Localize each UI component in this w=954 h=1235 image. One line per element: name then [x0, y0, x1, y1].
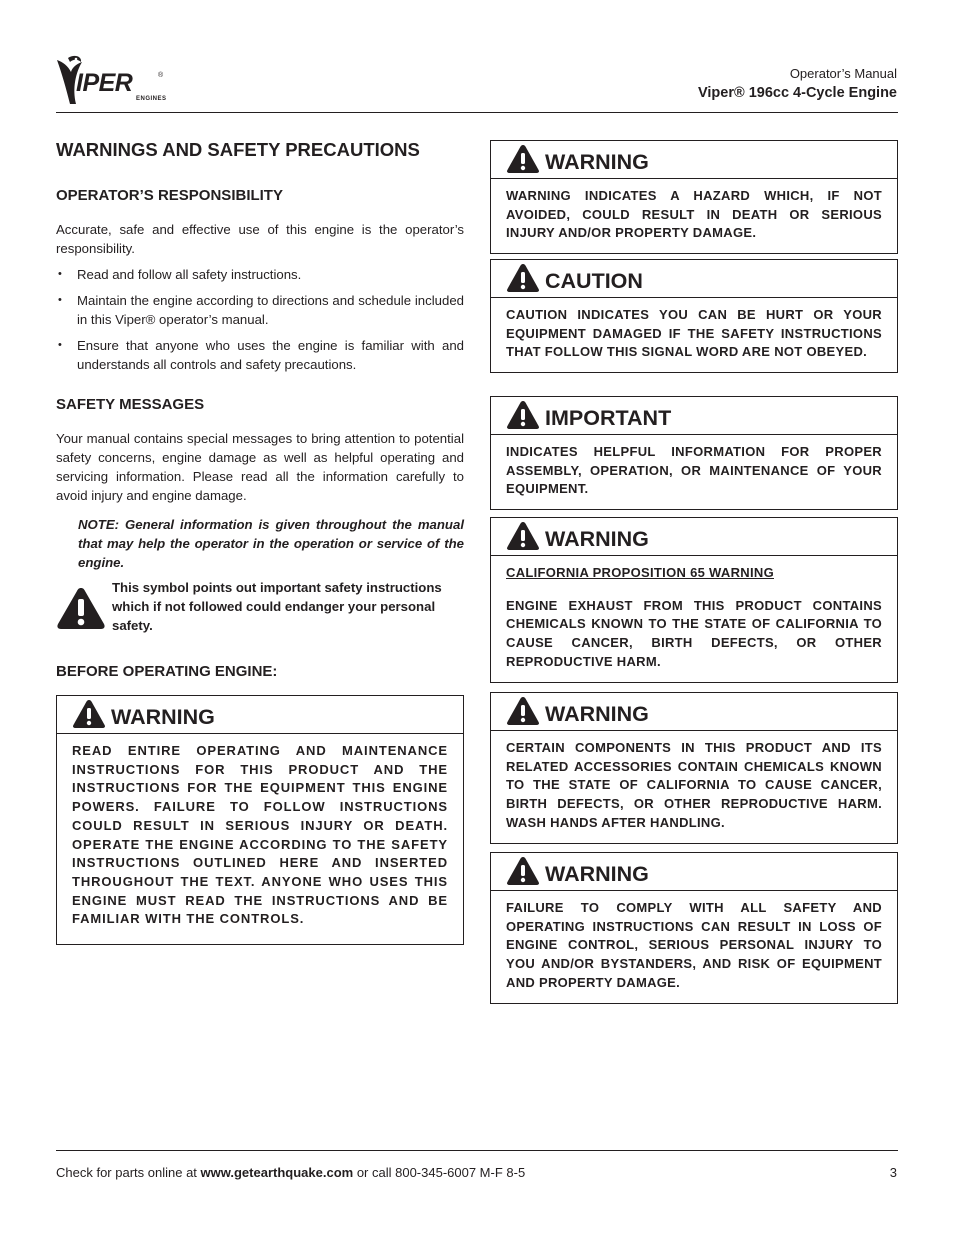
- note-text: NOTE: General information is given throughout the manual that may help the operator in the operation or service of the engine.: [78, 517, 464, 570]
- footer-text: [56, 1165, 525, 1180]
- box-title: WARNING: [545, 150, 649, 174]
- warning-box: [56, 695, 464, 945]
- box-body: [491, 179, 897, 253]
- symbol-explanation: This symbol points out important safety instructions which if not followed could endanger your personal safety.: [112, 580, 442, 633]
- safety-alert-icon: [56, 578, 112, 635]
- bullet-item: • Read and follow all safety instructions.: [56, 265, 464, 284]
- caution-icon: [506, 263, 540, 293]
- box-text: CERTAIN COMPONENTS IN THIS PRODUCT AND ITS RELATED ACCESSORIES CONTAIN CHEMICALS KNOWN TO THE STATE OF CALIFORNIA TO CAUSE CANCER, BIRTH DEFECTS, OR OTHER REPRODUCTIVE HARM. WASH HANDS AFTER HANDLING.: [506, 740, 882, 830]
- box-header: [57, 696, 463, 734]
- box-text: INDICATES HELPFUL INFORMATION FOR PROPER ASSEMBLY, OPERATION, OR MAINTENANCE OF YOUR EQUIPMENT.: [506, 444, 882, 497]
- bullet-item: • Ensure that anyone who uses the engine is familiar with and understands all controls and safety precautions.: [56, 336, 464, 374]
- box-body: [57, 734, 463, 944]
- left-column: [56, 139, 464, 945]
- box-text: READ ENTIRE OPERATING AND MAINTENANCE INSTRUCTIONS FOR THIS PRODUCT AND THE INSTRUCTIONS FOR THE EQUIPMENT THIS ENGINE POWERS. FAILURE TO FOLLOW INSTRUCTIONS COULD RESULT IN SERIOUS INJURY OR DEATH. OPERATE THE ENGINE ACCORDING TO THE SAFETY INSTRUCTIONS OUTLINED HERE AND INSERTED THROUGHOUT THE TEXT. ANYONE WHO USES THIS ENGINE MUST READ THE INSTRUCTIONS AND BE FAMILIAR WITH THE CONTROLS.: [72, 743, 448, 927]
- box-title: WARNING: [545, 702, 649, 726]
- box-title: WARNING: [545, 862, 649, 886]
- box-body: [491, 435, 897, 509]
- footer-divider: [56, 1150, 898, 1151]
- box-title: IMPORTANT: [545, 406, 672, 430]
- footer-suffix: or call 800-345-6007 M-F 8-5: [353, 1165, 526, 1180]
- box-text: FAILURE TO COMPLY WITH ALL SAFETY AND OPERATING INSTRUCTIONS CAN RESULT IN LOSS OF ENGINE CONTROL, SERIOUS PERSONAL INJURY TO YOU AND/OR BYSTANDERS, AND RISK OF EQUIPMENT AND PROPERTY DAMAGE.: [506, 900, 882, 990]
- safety-heading: SAFETY MESSAGES: [56, 396, 205, 413]
- box-header: [491, 397, 897, 435]
- warning-icon: [506, 144, 540, 174]
- logo-registered: ®: [158, 72, 164, 79]
- operator-intro: Accurate, safe and effective use of this engine is the operator’s responsibility.: [56, 222, 464, 256]
- components-warning-box: [490, 692, 898, 844]
- safety-text: Your manual contains special messages to bring attention to potential safety concerns, engine damage as well as helpful operating and servicing information. Please read all the information carefully to avoid injury and engine damage.: [56, 431, 464, 503]
- header-doc-type: Operator’s Manual: [789, 66, 897, 81]
- symbol-row: [56, 578, 464, 635]
- box-body: [491, 731, 897, 843]
- warning-icon: [506, 521, 540, 551]
- box-header: [491, 141, 897, 179]
- caution-definition-box: [490, 259, 898, 373]
- important-definition-box: [490, 396, 898, 510]
- footer-prefix: Check for parts online at: [56, 1165, 201, 1180]
- page-number: 3: [889, 1165, 897, 1180]
- logo-wordmark: IPER: [76, 69, 133, 97]
- box-header: [491, 853, 897, 891]
- box-title: WARNING: [111, 705, 215, 729]
- prop65-warning-box: [490, 517, 898, 683]
- before-heading: BEFORE OPERATING ENGINE:: [56, 663, 278, 680]
- box-header: [491, 260, 897, 298]
- warning-icon: [72, 699, 106, 729]
- box-text: ENGINE EXHAUST FROM THIS PRODUCT CONTAINS CHEMICALS KNOWN TO THE STATE OF CALIFORNIA TO CAUSE CANCER, BIRTH DEFECTS, OR OTHER REPRODUCTIVE HARM.: [506, 597, 882, 669]
- box-title: WARNING: [545, 527, 649, 551]
- warning-icon: [506, 856, 540, 886]
- footer-url-link[interactable]: www.getearthquake.com: [200, 1165, 354, 1180]
- viper-logo: [54, 54, 168, 106]
- box-subheading: CALIFORNIA PROPOSITION 65 WARNING: [506, 565, 774, 580]
- logo-subtitle: ENGINES: [136, 96, 167, 102]
- page-title: WARNINGS AND SAFETY PRECAUTIONS: [56, 139, 420, 160]
- warning-icon: [506, 696, 540, 726]
- operator-bullets: [56, 265, 464, 374]
- important-icon: [506, 400, 540, 430]
- operator-heading: OPERATOR’S RESPONSIBILITY: [56, 187, 283, 204]
- bullet-item: • Maintain the engine according to directions and schedule included in this Viper® operator’s manual.: [56, 291, 464, 329]
- compliance-warning-box: [490, 852, 898, 1004]
- header-product: Viper® 196cc 4-Cycle Engine: [697, 85, 897, 101]
- box-body: [491, 298, 897, 372]
- box-text: WARNING INDICATES A HAZARD WHICH, IF NOT AVOIDED, COULD RESULT IN DEATH OR SERIOUS INJURY AND/OR PROPERTY DAMAGE.: [506, 188, 882, 241]
- header-divider: [56, 112, 898, 113]
- warning-definition-box: [490, 140, 898, 254]
- box-header: [491, 518, 897, 556]
- box-body: [491, 891, 897, 1003]
- box-title: CAUTION: [545, 269, 643, 293]
- box-body: [491, 556, 897, 682]
- box-header: [491, 693, 897, 731]
- box-text: CAUTION INDICATES YOU CAN BE HURT OR YOUR EQUIPMENT DAMAGED IF THE SAFETY INSTRUCTIONS THAT FOLLOW THIS SIGNAL WORD ARE NOT OBEYED.: [506, 307, 882, 360]
